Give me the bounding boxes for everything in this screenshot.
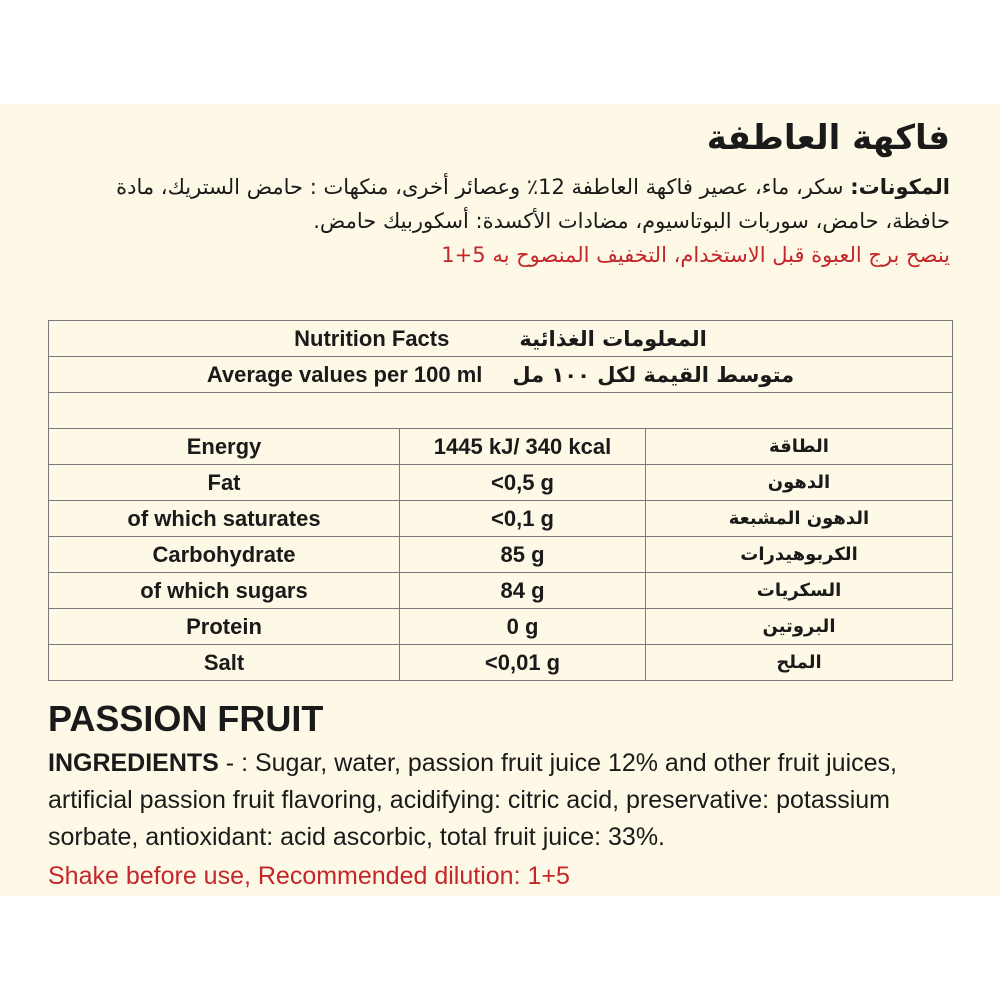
nutrition-per-en: Average values per 100 ml — [206, 361, 483, 387]
row-value: 0 g — [400, 609, 646, 645]
nutrition-title-row — [49, 321, 953, 357]
nutrition-per-row — [49, 357, 953, 393]
arabic-shake-note: ينصح برج العبوة قبل الاستخدام، التخفيف المنصوح به 5+1 — [441, 243, 950, 267]
table-row — [49, 429, 953, 465]
table-row — [49, 501, 953, 537]
row-value: 84 g — [400, 573, 646, 609]
table-spacer — [49, 393, 953, 429]
row-label-ar: الكربوهيدرات — [646, 537, 953, 573]
row-label-en: Protein — [49, 609, 400, 645]
nutrition-per-ar: متوسط القيمة لكل ١٠٠ مل — [512, 362, 795, 387]
table-row — [49, 645, 953, 681]
row-label-en: Salt — [49, 645, 400, 681]
english-product-title: PASSION FRUIT — [48, 698, 324, 739]
nutrition-title-ar: المعلومات الغذائية — [519, 326, 707, 351]
row-label-ar: الدهون المشبعة — [646, 501, 953, 537]
row-value: <0,1 g — [400, 501, 646, 537]
row-value: 85 g — [400, 537, 646, 573]
row-value: 1445 kJ/ 340 kcal — [400, 429, 646, 465]
row-value: <0,5 g — [400, 465, 646, 501]
row-label-en: of which saturates — [49, 501, 400, 537]
english-ingredients-label: INGREDIENTS — [48, 749, 219, 777]
table-row — [49, 465, 953, 501]
row-label-ar: البروتين — [646, 609, 953, 645]
row-label-ar: السكريات — [646, 573, 953, 609]
english-ingredients-text: - : Sugar, water, passion fruit juice 12% and other fruit juices, artificial passion fruit flavoring, acidifying: citric acid, preservative: potassium sorbate, antioxidant: acid ascorbic, total fruit juice: 33%. — [48, 749, 897, 851]
table-row — [49, 573, 953, 609]
english-shake-note: Shake before use, Recommended dilution: 1+5 — [48, 862, 570, 890]
row-label-en: Fat — [49, 465, 400, 501]
row-label-ar: الدهون — [646, 465, 953, 501]
row-label-en: of which sugars — [49, 573, 400, 609]
english-ingredients — [48, 745, 960, 856]
row-label-en: Energy — [49, 429, 400, 465]
table-row — [49, 537, 953, 573]
table-row — [49, 609, 953, 645]
row-label-ar: الملح — [646, 645, 953, 681]
row-label-ar: الطاقة — [646, 429, 953, 465]
arabic-product-title: فاكهة العاطفة — [706, 118, 950, 158]
row-value: <0,01 g — [400, 645, 646, 681]
arabic-ingredients-text: سكر، ماء، عصير فاكهة العاطفة 12٪ وعصائر أخرى، منكهات : حامض الستريك، مادة حافظة، حامض، سوربات البوتاسيوم، مضادات الأكسدة: أسكوربيك حامض. — [116, 175, 950, 233]
nutrition-table — [48, 320, 953, 681]
arabic-ingredients-label: المكونات: — [850, 175, 950, 199]
arabic-ingredients — [50, 170, 950, 238]
nutrition-title-en: Nutrition Facts — [294, 325, 450, 351]
row-label-en: Carbohydrate — [49, 537, 400, 573]
